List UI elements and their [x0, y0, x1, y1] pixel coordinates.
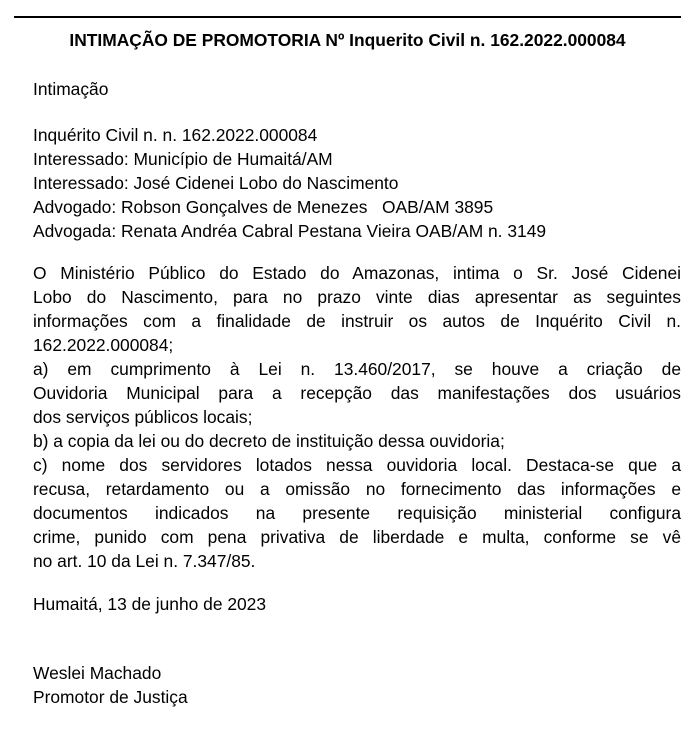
body-line: recusa, retardamento ou a omissão no fornecimento das informações e [33, 479, 681, 499]
body-line: 162.2022.000084; [33, 335, 174, 355]
interested-party-2: Interessado: José Cidenei Lobo do Nascimento [33, 173, 399, 193]
body-line: informações com a finalidade de instruir os autos de Inquérito Civil n. [33, 311, 681, 331]
case-number: Inquérito Civil n. n. 162.2022.000084 [33, 125, 318, 145]
lawyer-2: Advogada: Renata Andréa Cabral Pestana Vieira OAB/AM n. 3149 [33, 221, 547, 241]
interested-party-1: Interessado: Município de Humaitá/AM [33, 149, 333, 169]
body-line: Ouvidoria Municipal para a recepção das manifestações dos usuários [33, 383, 681, 403]
body-line: dos serviços públicos locais; [33, 407, 253, 427]
intimation-body [33, 261, 681, 573]
document-heading [33, 77, 681, 101]
body-line: b) a copia da lei ou do decreto de instituição dessa ouvidoria; [33, 431, 505, 451]
lawyer-1: Advogado: Robson Gonçalves de Menezes OAB/AM 3895 [33, 197, 494, 217]
date-block [33, 592, 681, 616]
body-line: O Ministério Público do Estado do Amazonas, intima o Sr. José Cidenei [33, 263, 681, 283]
body-line: crime, punido com pena privativa de liberdade e multa, conforme se vê [33, 527, 681, 547]
heading-text: Intimação [33, 79, 109, 99]
body-line: no art. 10 da Lei n. 7.347/85. [33, 551, 256, 571]
document-title: INTIMAÇÃO DE PROMOTORIA Nº Inquerito Civil n. 162.2022.000084 [69, 30, 626, 50]
body-line: documentos indicados na presente requisição ministerial configura [33, 503, 681, 523]
signature-block [33, 661, 681, 709]
date-line: Humaitá, 13 de junho de 2023 [33, 594, 267, 614]
header-divider [14, 16, 681, 18]
body-line: c) nome dos servidores lotados nessa ouvidoria local. Destaca-se que a [33, 455, 681, 475]
body-line: a) em cumprimento à Lei n. 13.460/2017, se houve a criação de [33, 359, 681, 379]
signature-role: Promotor de Justiça [33, 687, 188, 707]
signature-name: Weslei Machado [33, 663, 162, 683]
case-info-block [33, 123, 681, 243]
body-line: Lobo do Nascimento, para no prazo vinte dias apresentar as seguintes [33, 287, 681, 307]
